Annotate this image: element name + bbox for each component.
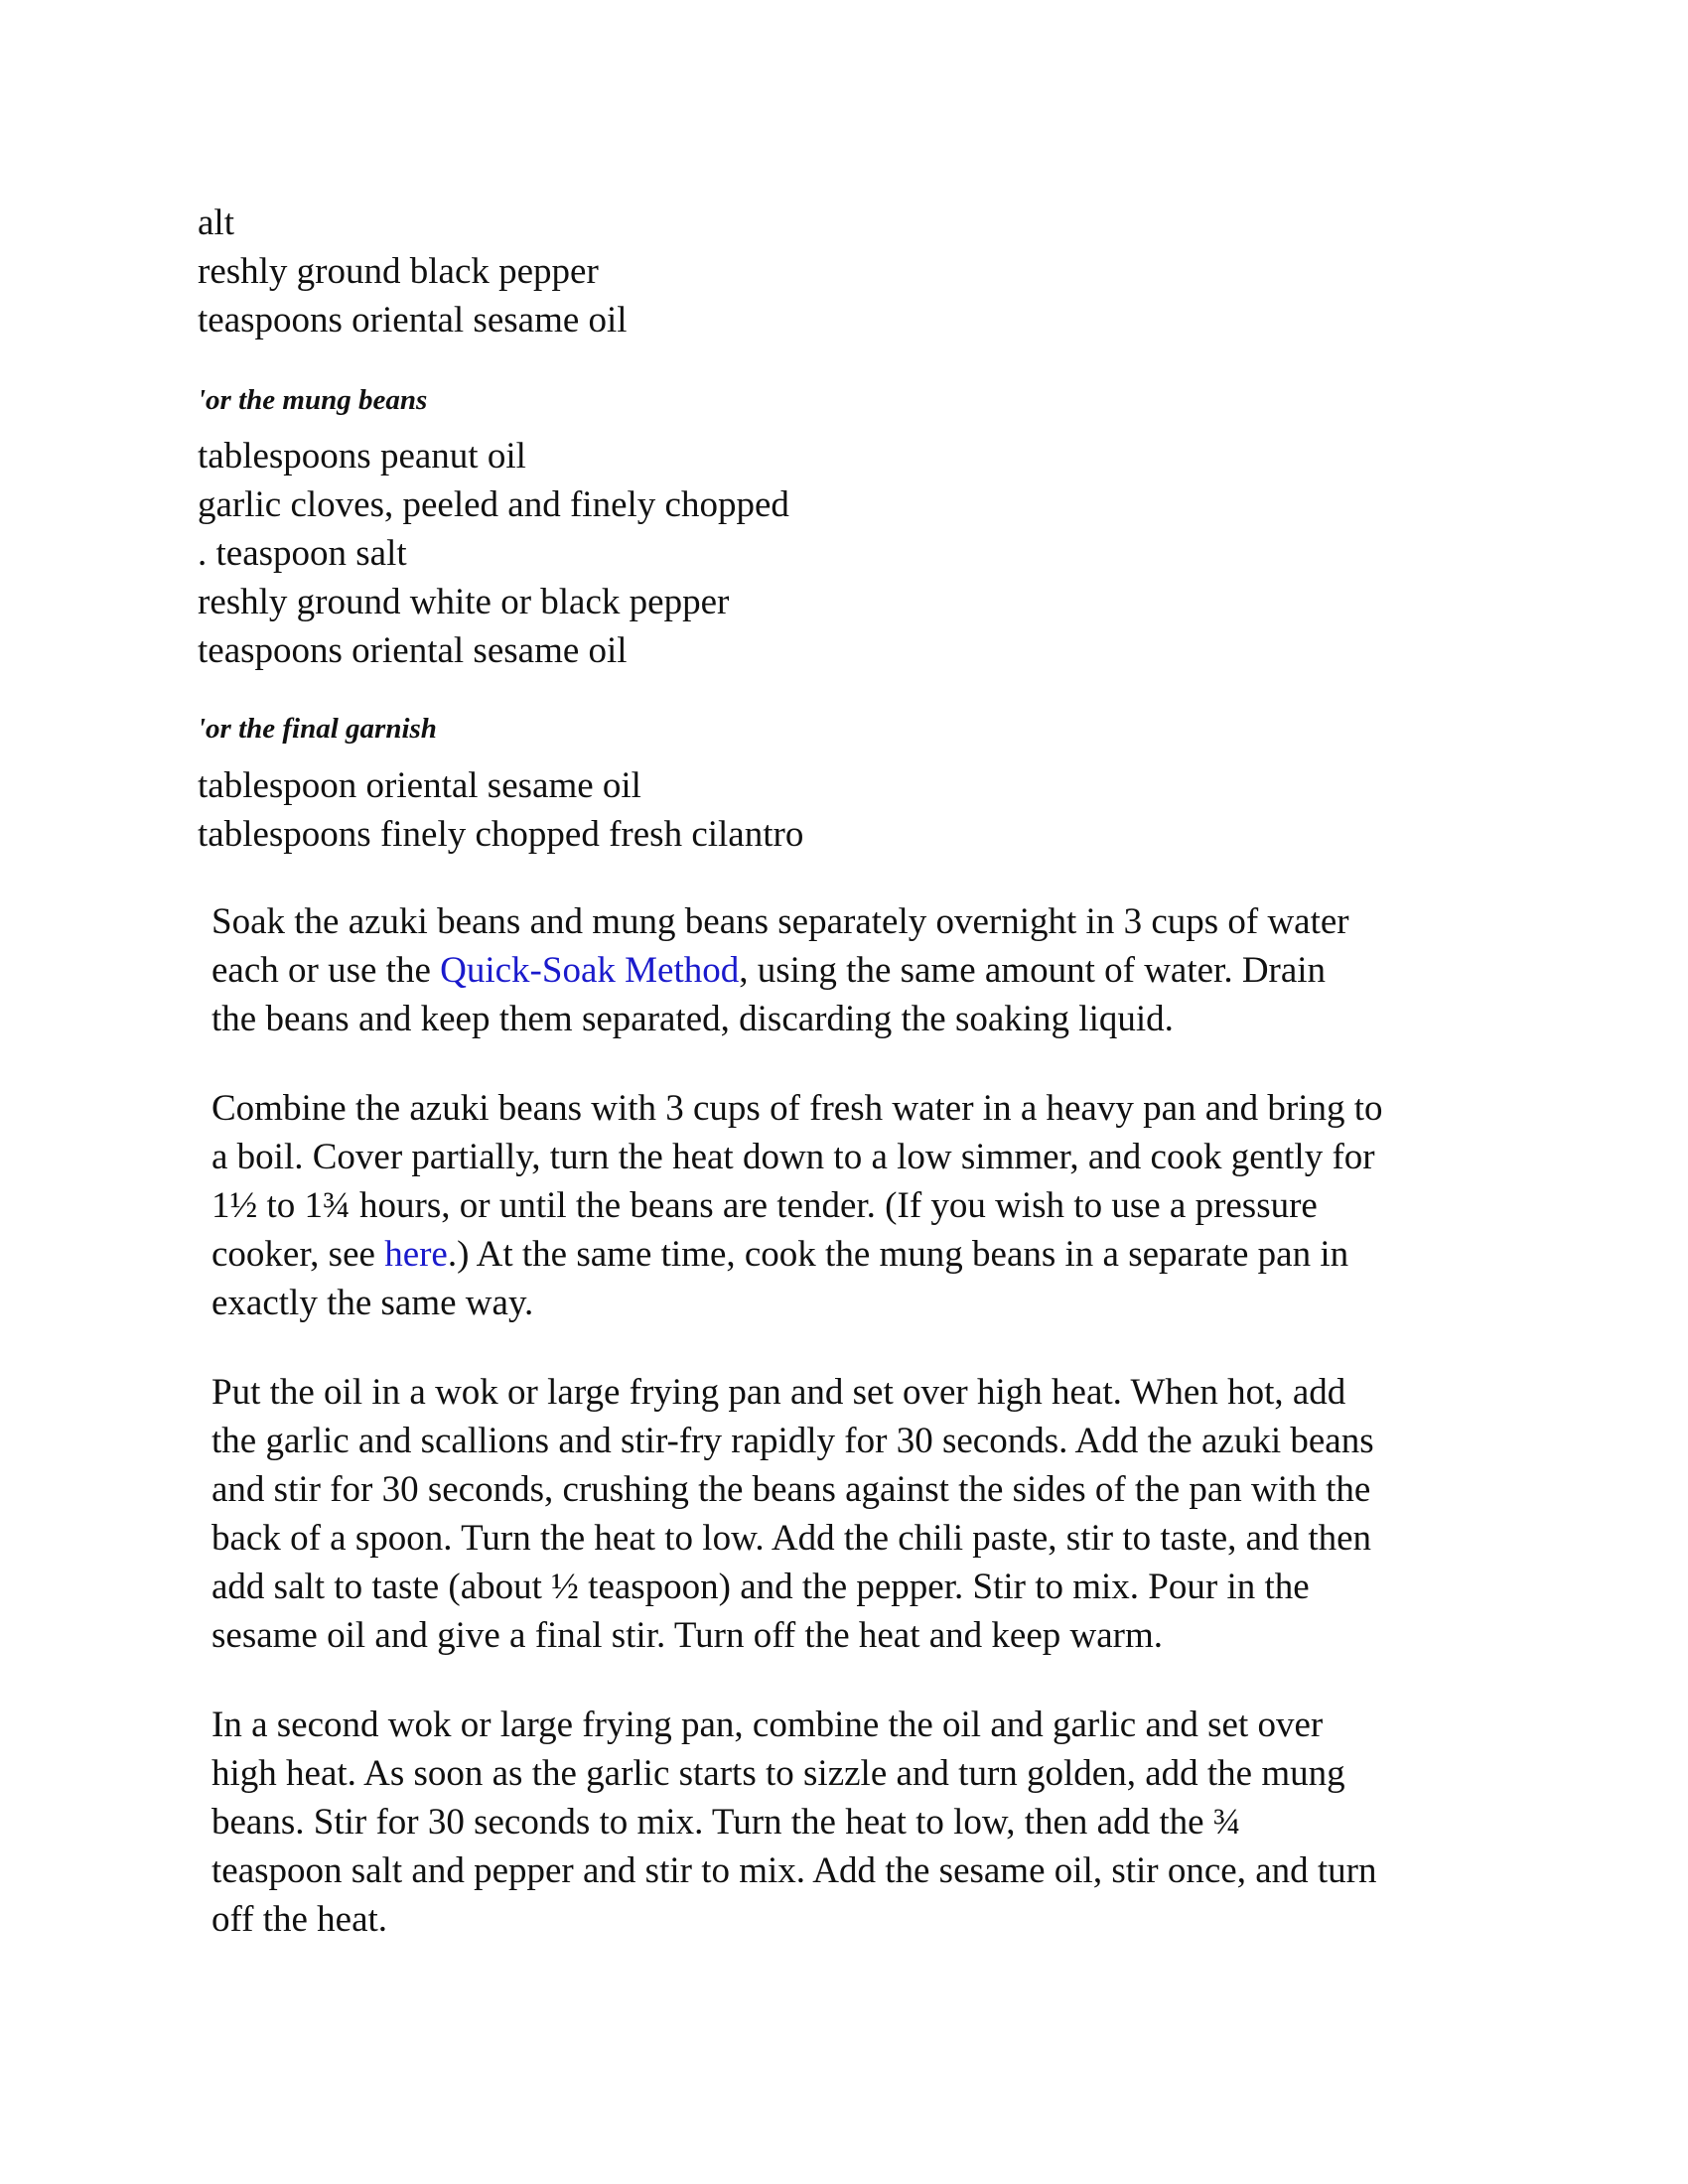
step-line: Put the oil in a wok or large frying pan and set over high heat. When hot, add [211, 1372, 1346, 1413]
step-cook-beans [211, 1084, 1502, 1327]
step-text: each or use the [211, 950, 441, 991]
subheading-final-garnish: 'or the final garnish [198, 713, 437, 745]
pressure-cooker-here-link[interactable]: here [384, 1234, 448, 1275]
ingredient-item: alt [198, 203, 234, 243]
ingredient-item: reshly ground black pepper [198, 251, 599, 292]
step-fry-mung [211, 1701, 1502, 1944]
ingredient-item: reshly ground white or black pepper [198, 582, 730, 622]
ingredient-group-mung [198, 432, 789, 675]
step-line: off the heat. [211, 1899, 388, 1940]
ingredient-group-garnish [198, 761, 803, 859]
step-line: 1½ to 1¾ hours, or until the beans are tender. (If you wish to use a pressure [211, 1185, 1318, 1226]
step-line: a boil. Cover partially, turn the heat down to a low simmer, and cook gently for [211, 1137, 1375, 1177]
step-line: the garlic and scallions and stir-fry rapidly for 30 seconds. Add the azuki beans [211, 1421, 1374, 1461]
step-line [211, 1230, 1502, 1279]
ingredient-item: tablespoons peanut oil [198, 436, 526, 477]
quick-soak-method-link[interactable]: Quick-Soak Method [440, 950, 740, 991]
step-line: exactly the same way. [211, 1283, 534, 1323]
step-soak-beans [211, 897, 1502, 1043]
ingredient-item: . teaspoon salt [198, 533, 407, 574]
step-line: and stir for 30 seconds, crushing the beans against the sides of the pan with the [211, 1469, 1371, 1510]
step-text: cooker, see [211, 1234, 385, 1275]
subheading-mung-beans: 'or the mung beans [198, 384, 428, 416]
step-text: .) At the same time, cook the mung beans in a separate pan in [447, 1234, 1349, 1275]
step-line: high heat. As soon as the garlic starts to sizzle and turn golden, add the mung [211, 1753, 1345, 1794]
step-fry-azuki [211, 1368, 1502, 1660]
step-line: Combine the azuki beans with 3 cups of fresh water in a heavy pan and bring to [211, 1088, 1383, 1129]
step-line: In a second wok or large frying pan, combine the oil and garlic and set over [211, 1705, 1324, 1745]
ingredient-item: teaspoons oriental sesame oil [198, 630, 628, 671]
step-line: sesame oil and give a final stir. Turn off the heat and keep warm. [211, 1615, 1164, 1656]
step-line: Soak the azuki beans and mung beans separately overnight in 3 cups of water [211, 901, 1349, 942]
ingredient-item: garlic cloves, peeled and finely chopped [198, 484, 789, 525]
method-steps [211, 897, 1502, 1984]
step-line: back of a spoon. Turn the heat to low. Add the chili paste, stir to taste, and then [211, 1518, 1372, 1559]
step-line [211, 946, 1502, 995]
ingredient-item: tablespoon oriental sesame oil [198, 765, 641, 806]
step-text: , using the same amount of water. Drain [739, 950, 1327, 991]
step-line: the beans and keep them separated, discarding the soaking liquid. [211, 999, 1174, 1039]
step-line: teaspoon salt and pepper and stir to mix. Add the sesame oil, stir once, and turn [211, 1850, 1377, 1891]
ingredient-item: teaspoons oriental sesame oil [198, 300, 628, 341]
step-line: beans. Stir for 30 seconds to mix. Turn the heat to low, then add the ¾ [211, 1802, 1241, 1843]
ingredient-group-azuki [198, 199, 628, 344]
step-line: add salt to taste (about ½ teaspoon) and the pepper. Stir to mix. Pour in the [211, 1567, 1310, 1607]
ingredient-item: tablespoons finely chopped fresh cilantro [198, 814, 804, 855]
